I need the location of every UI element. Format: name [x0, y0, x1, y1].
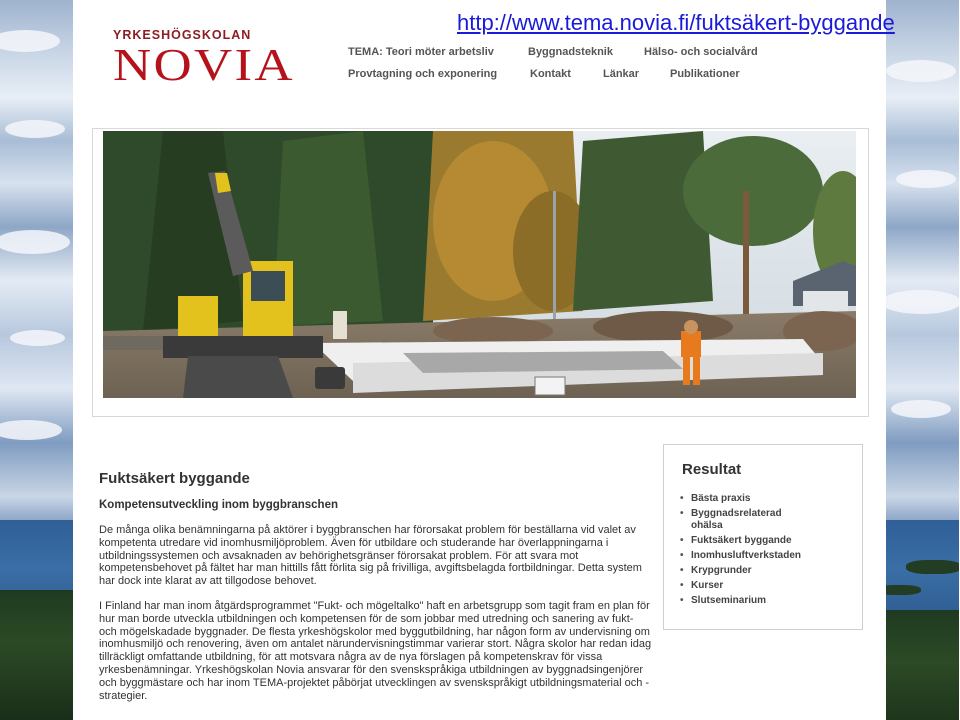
resultat-item-byggnadsrelaterad-ohalsa[interactable]: • Byggnadsrelaterad ohälsa: [678, 508, 801, 532]
resultat-item-kurser[interactable]: • Kurser: [678, 580, 853, 592]
resultat-item-fuktsakert-byggande[interactable]: • Fuktsäkert byggande: [678, 535, 853, 547]
resultat-list: [678, 493, 853, 610]
paragraph: De många olika benämningarna på aktörer i byggbranschen har förorsakat problem för beställarna vid valet av kompetenta utredare vid inomhusmiljöproblem. Även för utbildare och studerande har överlappningarna i utbildningssystemen och avsaknaden av behörighetsgränser förorsakat problem. För att svara mot kompetensbehovet på fältet har man hittills fått förlita sig på frivilliga, avgiftsbelagda fortbildningar. Detta system har dock inte klarat av att tillgodose behovet.: [99, 524, 642, 588]
resultat-item-slutseminarium[interactable]: • Slutseminarium: [678, 595, 853, 607]
paragraph: I Finland har man inom åtgärdsprogrammet "Fukt- och mögeltalko" haft en arbetsgrupp som tagit fram en plan för hur man borde utveckla utbildningen och kompetensen för de som jobbar med utredning och sanering av fukt- och mögelskadade byggnader. De flesta yrkeshögskolor med byggutbildning, har någon form av undervisning om inomhusmiljö och renovering, även om antalet närundervisningstimmar varierar stort. Några skolor har redan idag tillräckligt omfattande utbildning, för att motsvara några av de nya förslagen på kompetenskrav för vissa yrkesbenämningar. Yrkeshögskolan Novia ansvarar för den svenskspråkiga utbildningen av byggnadsingenjörer och byggmästare och har inom TEMA-projektet påbörjat utvecklingen av svenskspråkigt utbildningsmaterial och -strategier.: [99, 600, 652, 702]
nav-provtagning[interactable]: Provtagning och exponering: [348, 68, 498, 80]
background-scenery-left: [0, 0, 73, 720]
nav-halso-socialvard[interactable]: Hälso- och socialvård: [644, 46, 758, 58]
logo-wordmark: NOVIA: [113, 39, 295, 90]
resultat-box: [663, 444, 863, 630]
page-url-link[interactable]: http://www.tema.novia.fi/fuktsäkert-byggande: [457, 10, 895, 35]
resultat-title: Resultat: [682, 461, 742, 478]
nav-byggnadsteknik[interactable]: Byggnadsteknik: [528, 46, 613, 58]
nav-kontakt[interactable]: Kontakt: [530, 68, 571, 80]
logo-subtitle: YRKESHÖGSKOLAN: [113, 28, 252, 42]
resultat-item-basta-praxis[interactable]: • Bästa praxis: [678, 493, 853, 505]
resultat-item-inomhusluftverkstaden[interactable]: • Inomhusluftverkstaden: [678, 550, 853, 562]
page-subtitle: Kompetensutveckling inom byggbranschen: [99, 499, 338, 511]
construction-site-photo: [103, 131, 856, 398]
web-page: [73, 0, 895, 720]
background-scenery-right: [886, 0, 959, 720]
nav-lankar[interactable]: Länkar: [603, 68, 640, 80]
resultat-item-krypgrunder[interactable]: • Krypgrunder: [678, 565, 853, 577]
nav-publikationer[interactable]: Publikationer: [670, 68, 740, 80]
hero-image: [92, 128, 869, 417]
page-title: Fuktsäkert byggande: [99, 470, 250, 487]
nav-tema[interactable]: TEMA: Teori möter arbetsliv: [348, 46, 494, 58]
